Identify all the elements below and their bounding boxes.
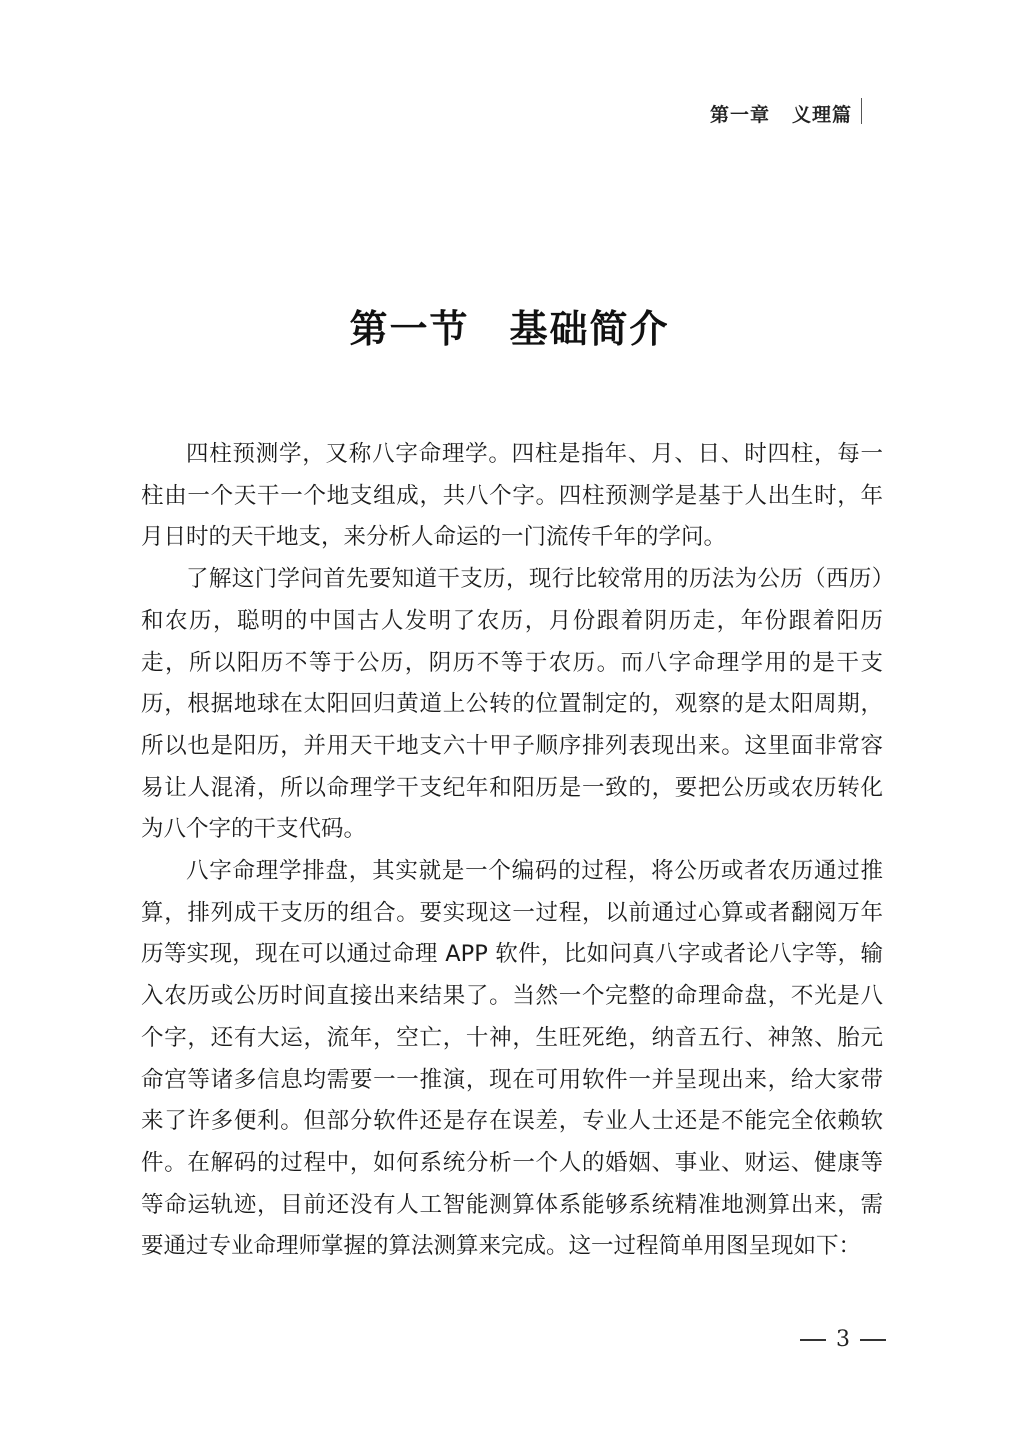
- body-text: [141, 434, 883, 1268]
- header-divider: [861, 98, 862, 124]
- dash-right: [860, 1339, 886, 1341]
- section-number: 第一节: [349, 306, 470, 351]
- paragraph: 八字命理学排盘，其实就是一个编码的过程，将公历或者农历通过推算，排列成干支历的组合。要实现这一过程，以前通过心算或者翻阅万年历等实现，现在可以通过命理 APP 软件，比如问真八字或者论八字等，输入农历或公历时间直接出来结果了。当然一个完整的命理命盘，不光是八个字，还有大运，流年，空亡，十神，生旺死绝，纳音五行、神煞、胎元命宫等诸多信息均需要一一推演，现在可用软件一并呈现出来，给大家带来了许多便利。但部分软件还是存在误差，专业人士还是不能完全依赖软件。在解码的过程中，如何系统分析一个人的婚姻、事业、财运、健康等等命运轨迹，目前还没有人工智能测算体系能够系统精准地测算出来，需要通过专业命理师掌握的算法测算来完成。这一过程简单用图呈现如下：: [141, 858, 883, 1260]
- page-number: [790, 1327, 896, 1352]
- running-header: [0, 100, 852, 127]
- paragraph: 四柱预测学，又称八字命理学。四柱是指年、月、日、时四柱，每一柱由一个天干一个地支组成，共八个字。四柱预测学是基于人出生时，年月日时的天干地支，来分析人命运的一门流传千年的学问。: [141, 441, 883, 551]
- dash-left: [800, 1339, 826, 1341]
- section-name: 基础简介: [509, 306, 670, 351]
- paragraph: 了解这门学问首先要知道干支历，现行比较常用的历法为公历（西历）和农历，聪明的中国古人发明了农历，月份跟着阴历走，年份跟着阳历走，所以阳历不等于公历，阴历不等于农历。而八字命理学用的是干支历，根据地球在太阳回归黄道上公转的位置制定的，观察的是太阳周期，所以也是阳历，并用天干地支六十甲子顺序排列表现出来。这里面非常容易让人混淆，所以命理学干支纪年和阳历是一致的，要把公历或农历转化为八个字的干支代码。: [141, 566, 883, 843]
- part-label: 义理篇: [791, 104, 852, 126]
- section-title: [0, 298, 1019, 353]
- page-number-value: 3: [836, 1327, 850, 1352]
- chapter-label: 第一章: [709, 104, 770, 126]
